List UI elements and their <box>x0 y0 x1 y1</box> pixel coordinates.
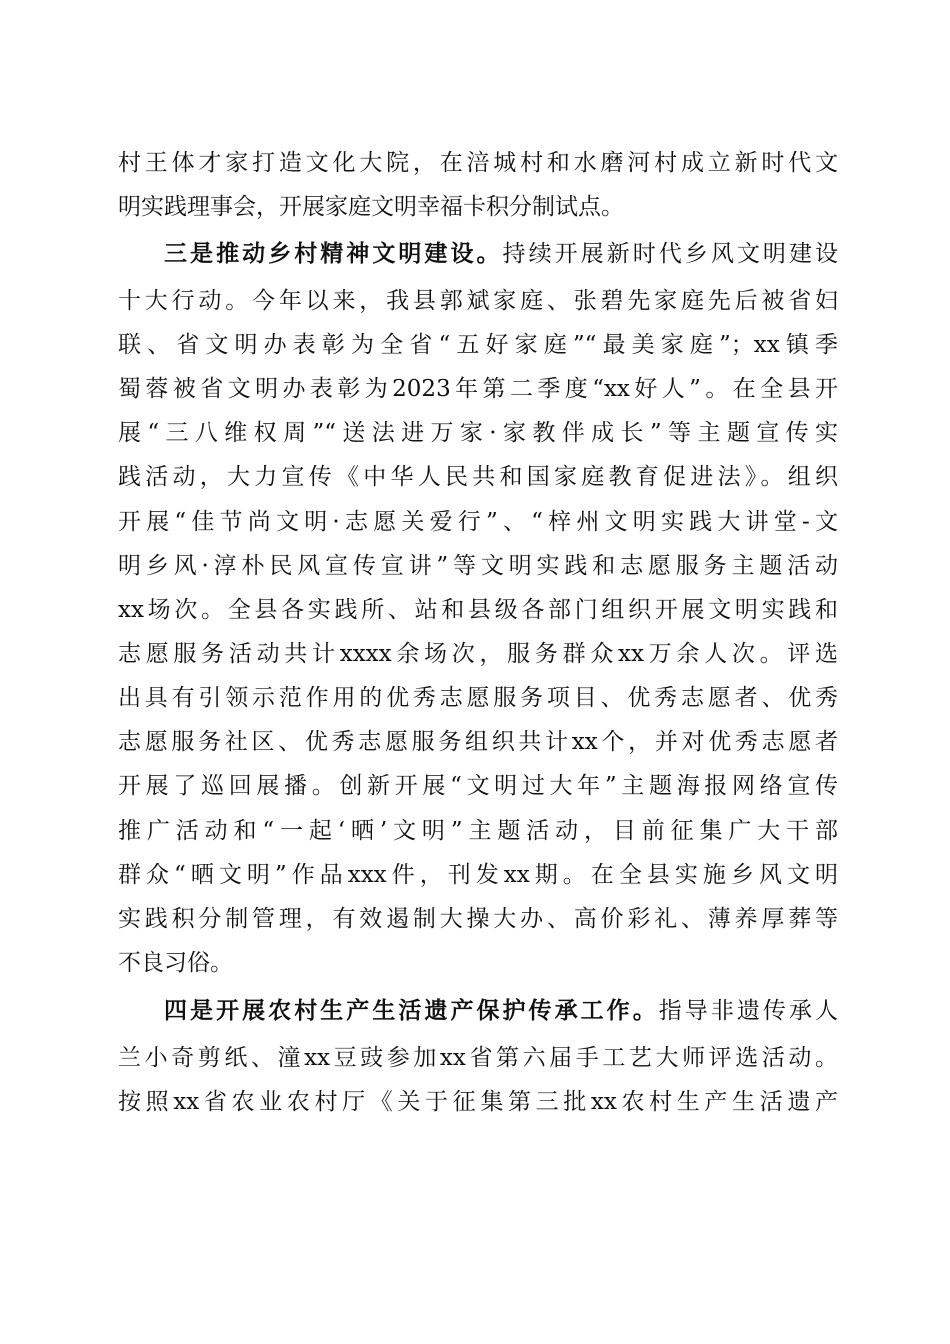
text-line: 开展了巡回展播。创新开展“文明过大年”主题海报网络宣传 <box>118 773 838 799</box>
text-line: 按照xx省农业农村厅《关于征集第三批xx农村生产生活遗产 <box>118 1089 838 1115</box>
text-line: 明乡风·淳朴民风宣传宣讲”等文明实践和志愿服务主题活动 <box>118 553 838 579</box>
text-line: xx场次。全县各实践所、站和县级各部门组织开展文明实践和 <box>118 597 838 623</box>
text-line: 不良习俗。 <box>118 950 233 976</box>
text-line: 展“三八维权周”“送法进万家·家教伴成长”等主题宣传实 <box>118 420 838 446</box>
text-line: 联、省文明办表彰为全省“五好家庭”“最美家庭”；xx镇季 <box>118 332 838 358</box>
section-heading-line: 三是推动乡村精神文明建设。持续开展新时代乡风文明建设 <box>164 240 839 267</box>
text-line: 开展“佳节尚文明·志愿关爱行”、“梓州文明实践大讲堂-文 <box>118 509 838 535</box>
text-line: 推广活动和“一起‘晒’文明”主题活动，目前征集广大干部 <box>118 818 838 844</box>
text-line: 志愿服务活动共计xxxx余场次，服务群众xx万余人次。评选 <box>118 641 838 667</box>
text-line: 村王体才家打造文化大院，在涪城村和水磨河村成立新时代文 <box>118 150 838 176</box>
text-line: 出具有引领示范作用的优秀志愿服务项目、优秀志愿者、优秀 <box>118 685 838 711</box>
text-line: 蜀蓉被省文明办表彰为2023年第二季度“xx好人”。在全县开 <box>118 376 838 402</box>
text-line: 十大行动。今年以来，我县郭斌家庭、张碧先家庭先后被省妇 <box>118 288 838 314</box>
text-line: 明实践理事会，开展家庭文明幸福卡积分制试点。 <box>118 194 624 220</box>
text-line: 兰小奇剪纸、潼xx豆豉参加xx省第六届手工艺大师评选活动。 <box>118 1045 838 1071</box>
section-heading: 四是开展农村生产生活遗产保护传承工作。 <box>164 997 659 1024</box>
text-line: 群众“晒文明”作品xxx件，刊发xx期。在全县实施乡风文明 <box>118 862 838 888</box>
text-line: 志愿服务社区、优秀志愿服务组织共计xx个，并对优秀志愿者 <box>118 729 838 755</box>
text-line: 实践积分制管理，有效遏制大操大办、高价彩礼、薄养厚葬等 <box>118 906 838 932</box>
text-line: 践活动，大力宣传《中华人民共和国家庭教育促进法》。组织 <box>118 464 838 490</box>
section-heading-line: 四是开展农村生产生活遗产保护传承工作。指导非遗传承人 <box>164 997 839 1024</box>
section-heading: 三是推动乡村精神文明建设。 <box>164 240 503 267</box>
